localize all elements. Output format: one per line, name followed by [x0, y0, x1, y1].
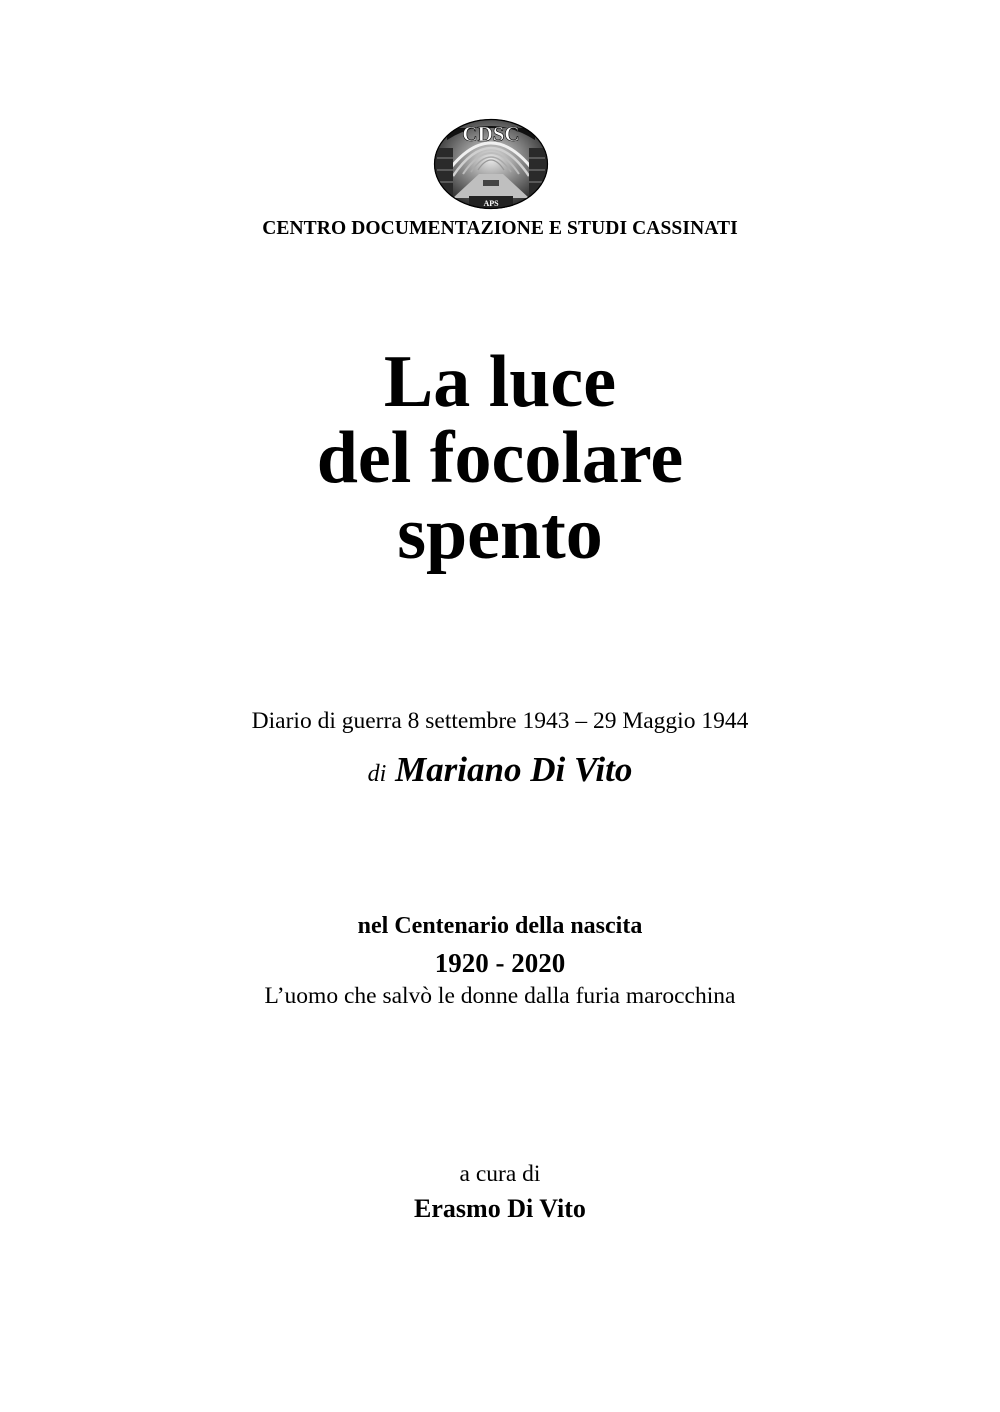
title-line: spento: [397, 493, 603, 575]
editor-name: Erasmo Di Vito: [414, 1194, 586, 1223]
organization-name: CENTRO DOCUMENTAZIONE E STUDI CASSINATI: [262, 218, 738, 239]
logo-bottom-text: APS: [483, 199, 499, 208]
book-title: [0, 341, 1000, 575]
author-prefix: di: [367, 761, 387, 787]
author-line: [0, 748, 1000, 796]
book-subtitle: Diario di guerra 8 settembre 1943 – 29 Maggio 1944: [251, 708, 749, 734]
centenary-heading: nel Centenario della nascita: [357, 913, 643, 939]
centenary-tagline: L’uomo che salvò le donne dalla furia marocchina: [264, 983, 736, 1009]
title-line: La luce: [383, 341, 617, 423]
author-name: Mariano Di Vito: [395, 750, 633, 789]
logo-top-text: CDSC: [462, 122, 520, 146]
arcade-corridor-emblem-icon: [433, 118, 549, 210]
editor-label: a cura di: [459, 1161, 541, 1187]
cdsc-logo: [433, 118, 549, 210]
title-line: del focolare: [316, 417, 684, 499]
centenary-years: 1920 - 2020: [434, 948, 566, 978]
